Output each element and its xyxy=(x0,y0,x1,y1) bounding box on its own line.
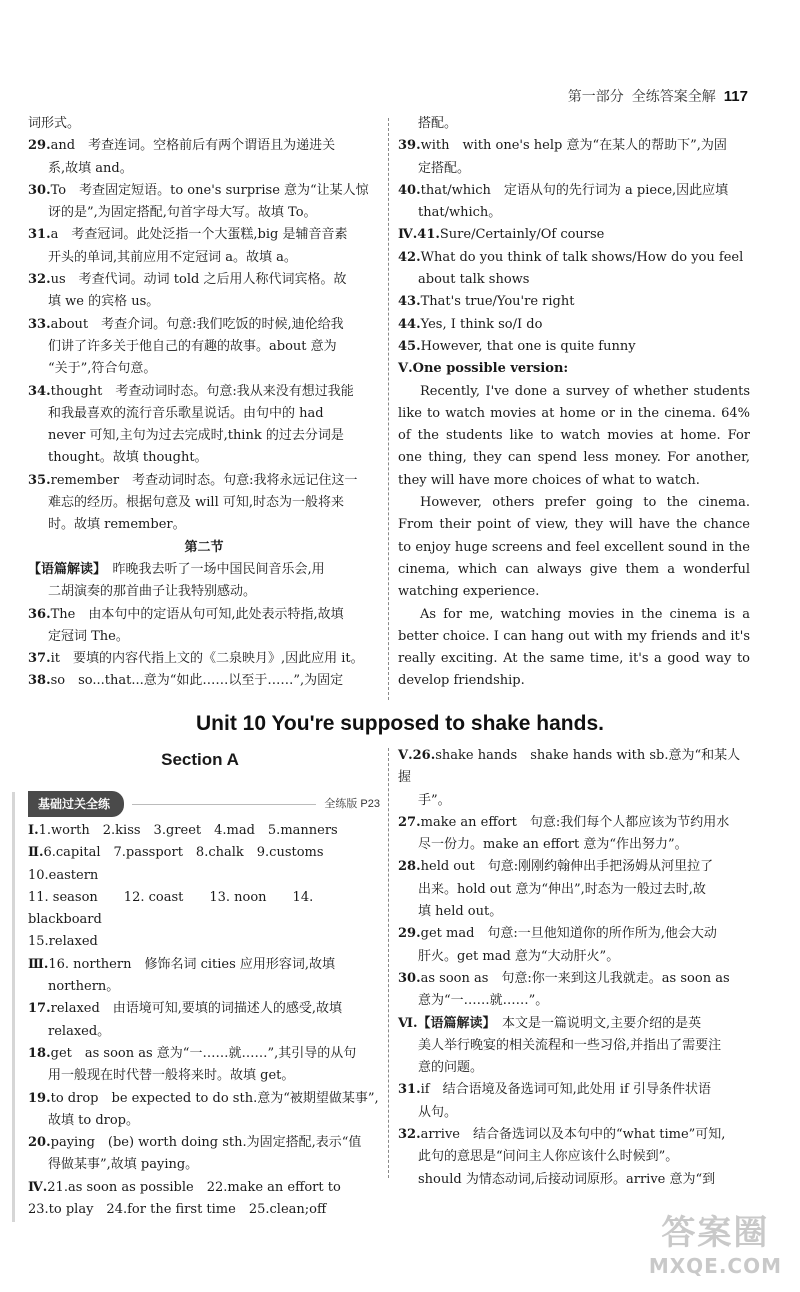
item-number: 28. xyxy=(398,859,421,875)
upper-right-answers xyxy=(398,113,750,381)
item-number: 44. xyxy=(398,316,421,332)
answer-line xyxy=(398,158,750,180)
answer-line xyxy=(28,180,380,202)
answer-text: never 可知,主句为过去完成时,think 的过去分词是 xyxy=(48,428,344,444)
item-number: 39. xyxy=(398,138,421,154)
answer-text: 词形式。 xyxy=(28,116,81,131)
answer-line xyxy=(398,291,750,313)
heading-text: 第二节 xyxy=(184,539,224,555)
item-number: 30. xyxy=(28,182,51,198)
answer-line xyxy=(28,336,380,358)
answer-text: 用一般现在时代替一般将来时。故填 get。 xyxy=(48,1068,295,1084)
item-number: 20. xyxy=(28,1135,51,1151)
item-number: 40. xyxy=(398,182,421,198)
answer-line xyxy=(28,202,380,224)
item-number: 31. xyxy=(398,1082,421,1098)
answer-text: 11. season 12. coast 13. noon 14. blackboard xyxy=(28,889,314,928)
watermark-top: 答案圈 xyxy=(661,1213,770,1253)
answer-line xyxy=(398,336,750,358)
answer-line xyxy=(398,812,750,834)
item-number: Ⅲ. xyxy=(28,956,49,972)
answer-text: with with one's help 意为“在某人的帮助下”,为固 xyxy=(420,138,727,154)
answer-line xyxy=(398,1124,750,1146)
item-number: 29. xyxy=(398,926,421,942)
answer-line xyxy=(28,224,380,246)
answer-line xyxy=(28,954,380,976)
answer-text: However, that one is quite funny xyxy=(420,338,636,354)
answer-text: get as soon as 意为“一……就……”,其引导的从句 xyxy=(50,1045,357,1061)
answer-text: should 为情态动词,后接动词原形。arrive 意为“到 xyxy=(418,1171,716,1187)
essay-paragraph: As for me, watching movies in the cinema is a better choice. I can hang out with my friends and it's really exciting. At the same time, it's a good way to develop friendship. xyxy=(398,606,750,689)
answer-line xyxy=(28,559,380,581)
answer-line xyxy=(28,604,380,626)
answer-text: 和我最喜欢的流行音乐歌星说话。由句中的 had xyxy=(48,405,324,421)
answer-text: “关于”,符合句意。 xyxy=(48,361,157,377)
answer-line xyxy=(28,492,380,514)
answer-text: a 考查冠词。此处泛指一个大蛋糕,big 是辅音音素 xyxy=(50,227,348,243)
item-number: 36. xyxy=(28,606,51,622)
answer-text: remember 考查动词时态。句意:我将永远记住这一 xyxy=(50,472,358,488)
answer-line xyxy=(398,856,750,878)
answer-line xyxy=(398,135,750,157)
passage-tag: 【语篇解读】 xyxy=(417,1015,489,1031)
answer-text: What do you think of talk shows/How do you feel xyxy=(420,249,744,265)
sample-essay xyxy=(398,381,750,693)
item-number: 42. xyxy=(398,249,421,265)
answer-line xyxy=(28,425,380,447)
column-divider-lower xyxy=(388,748,389,1178)
section-heading xyxy=(28,537,380,559)
item-number: 38. xyxy=(28,673,51,689)
answer-text: One possible version: xyxy=(412,361,569,377)
answer-text: 填 held out。 xyxy=(418,904,503,920)
answer-text: 昨晚我去听了一场中国民间音乐会,用 xyxy=(99,561,325,577)
item-number: 32. xyxy=(28,272,51,288)
answer-text: 从句。 xyxy=(418,1104,458,1120)
answer-text: that/which 定语从句的先行词为 a piece,因此应填 xyxy=(420,182,729,198)
page-header xyxy=(568,86,748,106)
answer-line xyxy=(398,314,750,336)
answer-line xyxy=(398,834,750,856)
item-number: Ⅳ.41. xyxy=(398,227,440,243)
answer-text: 定搭配。 xyxy=(418,160,471,176)
page-number: 117 xyxy=(723,88,748,105)
item-number: 45. xyxy=(398,338,421,354)
answer-text: 出来。hold out 意为“伸出”,时态为一般过去时,故 xyxy=(418,881,706,897)
banner-ref: 全练版 P23 xyxy=(324,797,380,810)
item-number: Ⅱ. xyxy=(28,845,44,861)
answer-line xyxy=(28,626,380,648)
answer-text: to drop be expected to do sth.意为“被期望做某事”, xyxy=(50,1090,379,1106)
answer-text: 手”。 xyxy=(418,792,451,808)
answer-line xyxy=(28,269,380,291)
answer-line xyxy=(28,931,380,953)
answer-text: 难忘的经历。根据句意及 will 可知,时态为一般将来 xyxy=(48,495,344,511)
answer-line xyxy=(398,202,750,224)
answer-line xyxy=(398,1102,750,1124)
item-number: 19. xyxy=(28,1090,51,1106)
answer-text: northern。 xyxy=(48,979,120,995)
watermark xyxy=(649,1205,782,1278)
item-number: Ⅵ. xyxy=(398,1015,418,1031)
answer-line xyxy=(28,447,380,469)
item-number: 37. xyxy=(28,651,51,667)
item-number: 32. xyxy=(398,1127,421,1143)
answer-text: Yes, I think so/I do xyxy=(420,316,543,332)
answer-text: thought。故填 thought。 xyxy=(48,450,208,466)
answer-line xyxy=(28,291,380,313)
answer-line xyxy=(398,790,750,812)
answer-text: 16. northern 修饰名词 cities 应用形容词,故填 xyxy=(48,956,336,972)
item-number: Ⅳ. xyxy=(28,1179,48,1195)
answer-line xyxy=(398,1169,750,1191)
answer-line xyxy=(28,820,380,842)
answer-text: 此句的意思是“问问主人你应该什么时候到”。 xyxy=(418,1149,679,1165)
answer-line xyxy=(28,358,380,380)
answer-line xyxy=(28,581,380,603)
item-number: 33. xyxy=(28,316,51,332)
answer-line xyxy=(398,1057,750,1079)
answer-text: 美人举行晚宴的相关流程和一些习俗,并指出了需要注 xyxy=(418,1037,722,1053)
answer-line xyxy=(28,381,380,403)
answer-line xyxy=(398,1146,750,1168)
answer-text: That's true/You're right xyxy=(420,294,575,310)
item-number: Ⅴ. xyxy=(398,361,413,377)
answer-text: shake hands shake hands with sb.意为“和某人握 xyxy=(398,748,741,786)
answer-line xyxy=(28,247,380,269)
essay-paragraph: However, others prefer going to the cinema. From their point of view, they will have the chance to enjoy huge screens and feel excellent sound in the cinema, which can always give them a wonderful watching experience. xyxy=(398,495,750,600)
answer-line xyxy=(398,180,750,202)
answer-text: 意的问题。 xyxy=(418,1060,484,1076)
answer-line xyxy=(28,1154,380,1176)
answer-text: 们讲了许多关于他自己的有趣的故事。about 意为 xyxy=(48,338,337,354)
practice-banner xyxy=(28,792,380,816)
answer-line xyxy=(28,1088,380,1110)
item-number: 29. xyxy=(28,138,51,154)
column-divider xyxy=(388,118,389,700)
item-number: Ⅴ.26. xyxy=(398,748,436,763)
answer-text: 1.worth 2.kiss 3.greet 4.mad 5.manners xyxy=(38,823,338,838)
answer-line xyxy=(28,998,380,1020)
answer-text: 6.capital 7.passport 8.chalk 9.customs 10.eastern xyxy=(28,845,337,883)
answer-line xyxy=(28,514,380,536)
answer-text: 尽一份力。make an effort 意为“作出努力”。 xyxy=(418,837,688,853)
answer-text: about 考查介词。句意:我们吃饭的时候,迪伦给我 xyxy=(50,316,344,332)
answer-text: about talk shows xyxy=(418,272,530,288)
answer-line xyxy=(28,1132,380,1154)
answer-line xyxy=(28,314,380,336)
answer-text: it 要填的内容代指上文的《二泉映月》,因此应用 it。 xyxy=(50,651,364,667)
answer-line xyxy=(28,887,380,932)
answer-text: arrive 结合备选词以及本句中的“what time”可知, xyxy=(420,1127,726,1143)
answer-text: 21.as soon as possible 22.make an effort to xyxy=(47,1179,341,1195)
answer-text: 定冠词 The。 xyxy=(48,628,129,644)
answer-line xyxy=(28,1110,380,1132)
answer-line xyxy=(398,901,750,923)
answer-line xyxy=(398,1079,750,1101)
answer-text: 意为“一……就……”。 xyxy=(418,993,549,1009)
answer-line xyxy=(398,990,750,1012)
answer-line xyxy=(398,1013,750,1035)
lower-left-answers xyxy=(28,820,380,1221)
answer-line xyxy=(28,113,380,135)
answer-text: get mad 句意:一旦他知道你的所作所为,他会大动 xyxy=(420,926,717,942)
answer-text: 肝火。get mad 意为“大动肝火”。 xyxy=(418,948,620,964)
answer-line xyxy=(28,1065,380,1087)
item-number: 31. xyxy=(28,227,51,243)
answer-text: 开头的单词,其前应用不定冠词 a。故填 a。 xyxy=(48,249,297,265)
header-title: 全练答案全解 xyxy=(631,88,716,104)
watermark-bottom: MXQE.COM xyxy=(648,1254,782,1278)
answer-text: 二胡演奏的那首曲子让我特别感动。 xyxy=(48,584,257,600)
answer-text: if 结合语境及备选词可知,此处用 if 引导条件状语 xyxy=(420,1082,711,1098)
item-number: 18. xyxy=(28,1045,51,1061)
item-number: 27. xyxy=(398,814,421,830)
answer-line xyxy=(28,670,380,692)
answer-text: 得做某事”,故填 paying。 xyxy=(48,1157,199,1173)
answer-line xyxy=(398,968,750,990)
answer-line xyxy=(398,923,750,945)
answer-text: that/which。 xyxy=(418,205,502,221)
answer-line xyxy=(398,879,750,901)
answer-text: as soon as 句意:你一来到这儿我就走。as soon as xyxy=(420,970,730,986)
answer-line xyxy=(398,247,750,269)
answer-line xyxy=(398,946,750,968)
answer-text: To 考查固定短语。to one's surprise 意为“让某人惊 xyxy=(50,182,369,198)
answer-line xyxy=(28,470,380,492)
answer-line xyxy=(28,648,380,670)
answer-line xyxy=(28,135,380,157)
unit-title: Unit 10 You're supposed to shake hands. xyxy=(196,712,604,735)
item-number: 35. xyxy=(28,472,51,488)
answer-text: Sure/Certainly/Of course xyxy=(439,227,605,243)
answer-text: us 考查代词。动词 told 之后用人称代词宾格。故 xyxy=(50,272,347,288)
answer-text: held out 句意:刚刚约翰伸出手把汤姆从河里拉了 xyxy=(420,859,714,875)
answer-text: make an effort 句意:我们每个人都应该为节约用水 xyxy=(420,814,730,830)
answer-text: paying (be) worth doing sth.为固定搭配,表示“值 xyxy=(50,1135,362,1151)
header-part: 第一部分 xyxy=(567,88,624,104)
section-title: Section A xyxy=(161,750,239,769)
answer-line xyxy=(28,158,380,180)
answer-line xyxy=(28,976,380,998)
answer-line xyxy=(398,113,750,135)
answer-text: so so...that...意为“如此……以至于……”,为固定 xyxy=(50,673,344,689)
upper-right-column xyxy=(398,113,750,693)
upper-left-column xyxy=(28,113,380,693)
answer-line xyxy=(398,224,750,246)
item-number: 30. xyxy=(398,970,421,986)
answer-text: 系,故填 and。 xyxy=(48,160,133,176)
answer-text: 本文是一篇说明文,主要介绍的是英 xyxy=(489,1015,702,1031)
answer-text: 搭配。 xyxy=(418,116,458,131)
answer-line xyxy=(28,1177,380,1199)
answer-line xyxy=(398,1035,750,1057)
answer-text: 15.relaxed xyxy=(28,934,98,950)
answer-text: 填 we 的宾格 us。 xyxy=(48,294,160,310)
answer-line xyxy=(398,358,750,380)
banner-label: 基础过关全练 xyxy=(28,791,124,817)
item-number: 34. xyxy=(28,383,51,399)
answer-text: relaxed 由语境可知,要填的词描述人的感受,故填 xyxy=(50,1001,343,1017)
answer-line xyxy=(28,842,380,887)
answer-text: The 由本句中的定语从句可知,此处表示特指,故填 xyxy=(50,606,344,622)
answer-text: thought 考查动词时态。句意:我从来没有想过我能 xyxy=(50,383,354,399)
margin-bar xyxy=(12,792,15,1222)
answer-line xyxy=(28,1021,380,1043)
answer-line xyxy=(398,269,750,291)
banner-rule xyxy=(132,804,316,805)
passage-tag: 【语篇解读】 xyxy=(28,561,100,577)
answer-text: and 考查连词。空格前后有两个谓语且为递进关 xyxy=(50,138,336,154)
item-number: 43. xyxy=(398,294,421,310)
answer-text: 讶的是”,为固定搭配,句首字母大写。故填 To。 xyxy=(48,205,317,221)
answer-line xyxy=(28,403,380,425)
lower-right-column xyxy=(398,745,750,1191)
answer-text: 时。故填 remember。 xyxy=(48,517,186,533)
answer-text: 23.to play 24.for the first time 25.clean;off xyxy=(28,1202,327,1218)
lower-left-column xyxy=(28,792,380,1221)
answer-line xyxy=(398,745,750,790)
item-number: 17. xyxy=(28,1001,51,1017)
answer-line xyxy=(28,1043,380,1065)
answer-line xyxy=(28,1199,380,1221)
answer-text: 故填 to drop。 xyxy=(48,1112,140,1128)
essay-paragraph: Recently, I've done a survey of whether students like to watch movies at home or in the cinema. 64% of the students like to watch movies at home. For one thing, they can spend less money. For another, they will have more choices of what to watch. xyxy=(398,383,750,488)
item-number: Ⅰ. xyxy=(28,823,39,838)
answer-text: relaxed。 xyxy=(48,1023,111,1039)
